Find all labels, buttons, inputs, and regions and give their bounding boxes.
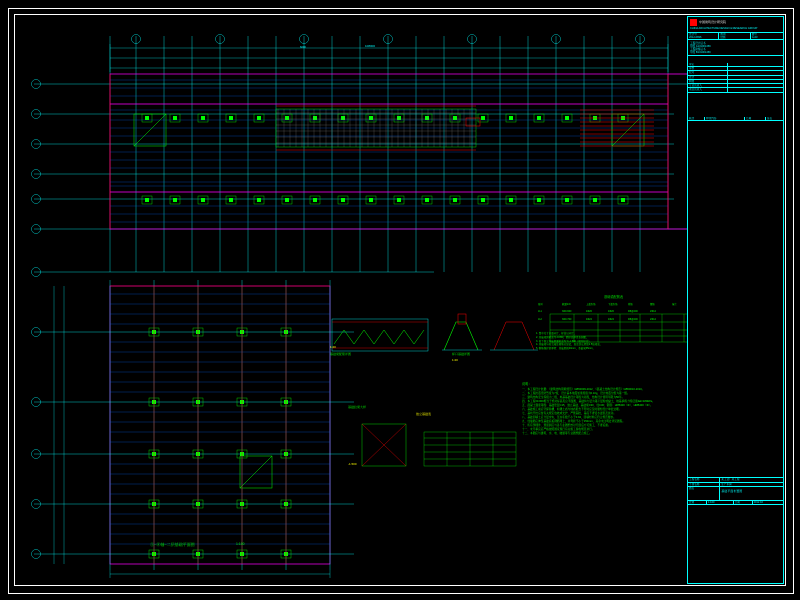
revision-header [688,117,783,121]
signature-rows [688,63,783,93]
note-line: 3. 柱下独立基础底面标高均为-1.500（相对标高）。 [536,339,593,343]
elevation-note: -1.500 [348,462,357,466]
upper-plan-dimension-chain [110,44,668,72]
sig-label: 校对 [688,71,728,74]
company-name-en: CHINA ARCHITECTURE DESIGN & RESEARCH GROUP [690,27,758,30]
tb-header-label: 图别 [719,33,750,36]
drawing-label: 图名 [688,487,720,500]
schedule-cell: JL1 [538,310,542,313]
upper-plan-outline [110,74,704,229]
notes-title: 说明： [522,382,532,386]
note-line: 十一、未尽事宜应严格按照国家现行有关施工验收规范执行。 [522,428,595,432]
lower-plan-scale: 1:100 [236,542,245,546]
upper-plan-grid-vertical [110,36,668,272]
sig-label: 制图 [688,80,728,83]
scale-value: 1:100 [707,501,734,504]
cert-line: 工程设计证书 [690,42,706,45]
cert-line: 甲级 B131001459 [690,51,711,55]
cert-line: 工程勘察证书 [690,48,706,52]
note-line: 九、柱插筋应伸至基础底板钢筋网上，并弯折不小于150mm，其余未注明处详见图集。 [522,420,626,424]
sig-label: 审定 [688,63,728,66]
beam-schedule-title: 基础梁配筋表 [604,295,624,299]
detail-1-caption: 基础梁配筋详图 [330,352,352,356]
lower-plan-outline [110,286,330,564]
lower-plan-red-accents [110,286,330,564]
detail-1-scale: 1:20 [330,345,336,349]
title-block [687,16,784,584]
tb-header-value: G-03 [751,36,758,40]
sig-label: 审核 [688,67,728,70]
detail-cup-foundation [442,314,538,350]
schedule-header-5: 腰筋 [650,303,655,306]
drawing-canvas [14,14,784,584]
schedule-cell: 4Φ22 [608,318,614,321]
company-logo-icon [690,19,697,26]
note-line: 5. 钢筋保护层厚度：基础底板40mm，基础梁35mm。 [536,347,596,350]
rev-col: 日期 [745,117,766,120]
upper-plan-red-accents [110,74,668,229]
upper-plan-total-dim: 108000 [365,44,376,48]
note-line: 七、基坑开挖应按有关规定放坡或支护，严禁超挖，基底不得受水浸泡及扰动。 [522,412,617,416]
lower-plan-slab-hatch [110,294,330,544]
sig-label: 专业负责人 [688,84,728,87]
sig-value[interactable] [728,67,783,70]
schedule-header-4: 箍筋 [628,303,633,306]
detail-2-caption: 杯口基础详图 [452,352,471,356]
date-value: 2012.10 [753,500,763,504]
schedule-cell: 4Φ20 [608,310,614,313]
note-line: 4. 基础梁与柱交接处箍筋应加密，加密区长度取1.5倍梁高。 [536,343,603,347]
upper-plan-footings [142,114,628,204]
lower-plan-footings [149,328,291,558]
schedule-header-2: 上部纵筋 [586,303,596,306]
drawing-name: 基础平面布置图 [721,488,743,493]
tb-header-value: 结施 [719,36,750,39]
sig-value[interactable] [728,88,783,91]
sig-value[interactable] [728,80,783,83]
schedule-header-1: 截面b×h [562,303,571,306]
schedule-cell: 300×600 [562,310,572,313]
rev-col: 签名 [766,117,773,120]
schedule-header-6: 备注 [672,303,677,306]
schedule-cell: JL2 [538,318,542,321]
schedule-cell: 4Φ22 [586,318,592,321]
sig-label: 设计 [688,76,728,79]
detail-beam-section [332,319,428,351]
note-line: 2. 基础梁顶标高为-0.050，底标高详见各剖面。 [536,335,589,339]
schedule-header-3: 下部纵筋 [608,303,618,306]
lower-plan-grid [34,280,354,570]
detail-3-caption: 基础拉梁大样 [348,405,367,409]
rev-col: 版次 [688,117,705,120]
rev-col: 修改内容 [705,117,745,120]
cert-line: 甲级 A131001459 [690,45,711,49]
subproject-label: 子项名称 [688,483,720,486]
note-line: 三、建筑结构安全等级为二级，地基基础设计等级为丙级，结构设计使用年限为50年。 [522,395,625,399]
note-line: 五、混凝土强度等级：基础垫层C15，独立基础、基础梁C30，柱C30；钢筋：HPB300（Φ）、HRB400（Φ）。 [522,403,653,407]
schedule-cell: Φ8@200 [628,318,638,321]
project-info [688,477,783,505]
note-line: 十二、本图应与建筑、水、电、暖通等专业图纸配合施工。 [522,432,592,436]
note-line: 一、本工程设计依据：《建筑结构荷载规范》GB50009-2012、《混凝土结构设计规范》GB50010-2010。 [522,387,645,391]
upper-plan-span-dim: 6000 [300,46,306,49]
sig-label: 项目负责人 [688,88,728,91]
schedule-header-0: 编号 [538,303,543,306]
lower-plan-title: ⑤~⑧轴~二层基础平面图 [150,542,195,547]
note-line: 六、基础施工前应钎探验槽，如遇土质与地质报告不符时应及时通知设计单位处理。 [522,408,622,412]
project-label: 工程名称 [688,478,720,481]
upper-plan-grid-horizontal [34,84,704,272]
schedule-cell: 2Φ12 [650,318,656,321]
tb-header-label: 设计号 [688,33,719,36]
schedule-cell: 300×700 [562,318,572,321]
project-name: 某工业厂房工程 [721,478,740,482]
note-line: 二、本工程抗震设防烈度为7度，设计基本地震加速度值为0.10g，设计地震分组为第一组。 [522,391,630,395]
company-header [688,17,783,40]
detail-2-scale: 1:20 [452,358,458,362]
company-name-cn: 中国建筑设计研究院 [699,19,727,24]
sig-value[interactable] [728,84,783,87]
schedule-cell: 4Φ20 [586,310,592,313]
detail-schedule-title: 独立基础表 [416,412,432,416]
note-line: 1. 图中尺寸以毫米计，标高以米计。 [536,332,577,335]
detail-rebar-diagram [362,424,406,466]
schedule-cell: 2Φ12 [650,310,656,313]
tb-header-value: 2012-0836 [688,36,719,39]
sig-value[interactable] [728,63,783,66]
upper-plan-slab-hatch [110,80,668,222]
tb-header-label: 图号 [751,33,757,37]
sig-value[interactable] [728,71,783,74]
detail-schedule-grid [424,432,516,466]
date-label: 日期 [734,501,753,504]
note-line: 四、本工程±0.000相当于绝对标高见总平面图，基础持力层为第②层粉质黏土，地基承载力特征值fak=180kPa。 [522,399,655,403]
sig-value[interactable] [728,76,783,79]
schedule-side-notes [536,332,698,351]
grid-bubble-col-left [32,80,41,559]
subproject-name: 生产车间 [721,482,732,486]
schedule-cell: Φ8@200 [628,310,638,313]
scale-label: 比例 [688,501,707,504]
general-notes [522,382,706,436]
certificate-block [688,41,783,56]
note-line: 十、所有预埋件、预留洞应与各专业图纸核对无误后方可施工，不得后凿。 [522,424,611,428]
note-line: 八、基础回填土应分层夯实，压实系数不小于0.94，回填材料应符合规范要求。 [522,416,616,420]
